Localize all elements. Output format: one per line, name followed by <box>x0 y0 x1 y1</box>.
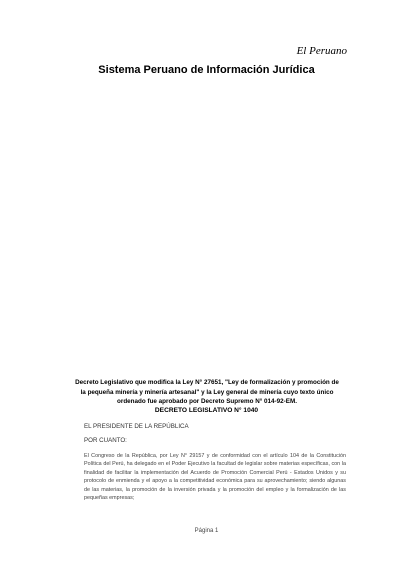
page-number: Página 1 <box>194 528 219 534</box>
page-title: Sistema Peruano de Información Jurídica <box>98 64 315 76</box>
decree-title: DECRETO LEGISLATIVO N° 1040 <box>154 407 259 414</box>
el-peruano-logo: El Peruano <box>296 45 347 57</box>
president-line: EL PRESIDENTE DE LA REPÚBLICA <box>84 423 189 430</box>
por-cuanto-heading: POR CUANTO: <box>84 437 127 444</box>
decree-summary: Decreto Legislativo que modifica la Ley N° 27651, "Ley de formalización y promoción de la pequeña minería y minería artesanal" y la Ley general de minería cuyo texto único ordenado fue aprobado por Decreto Supremo N° 014-92-EM. <box>75 379 339 405</box>
body-paragraph: El Congreso de la República, por Ley N° 29157 y de conformidad con el artículo 104 de la Constitución Política del Perú, ha delegado en el Poder Ejecutivo la facultad de legislar sobre materias específicas, con la finalidad de facilitar la implementación del Acuerdo de Promoción Comercial Perú - Estados Unidos y su protocolo de enmienda y el apoyo a la competitividad económica para su aprovechamiento; siendo algunas de las materias, la promoción de la inversión privada y la promoción del empleo y la formalización de las pequeñas empresas; <box>84 453 346 502</box>
